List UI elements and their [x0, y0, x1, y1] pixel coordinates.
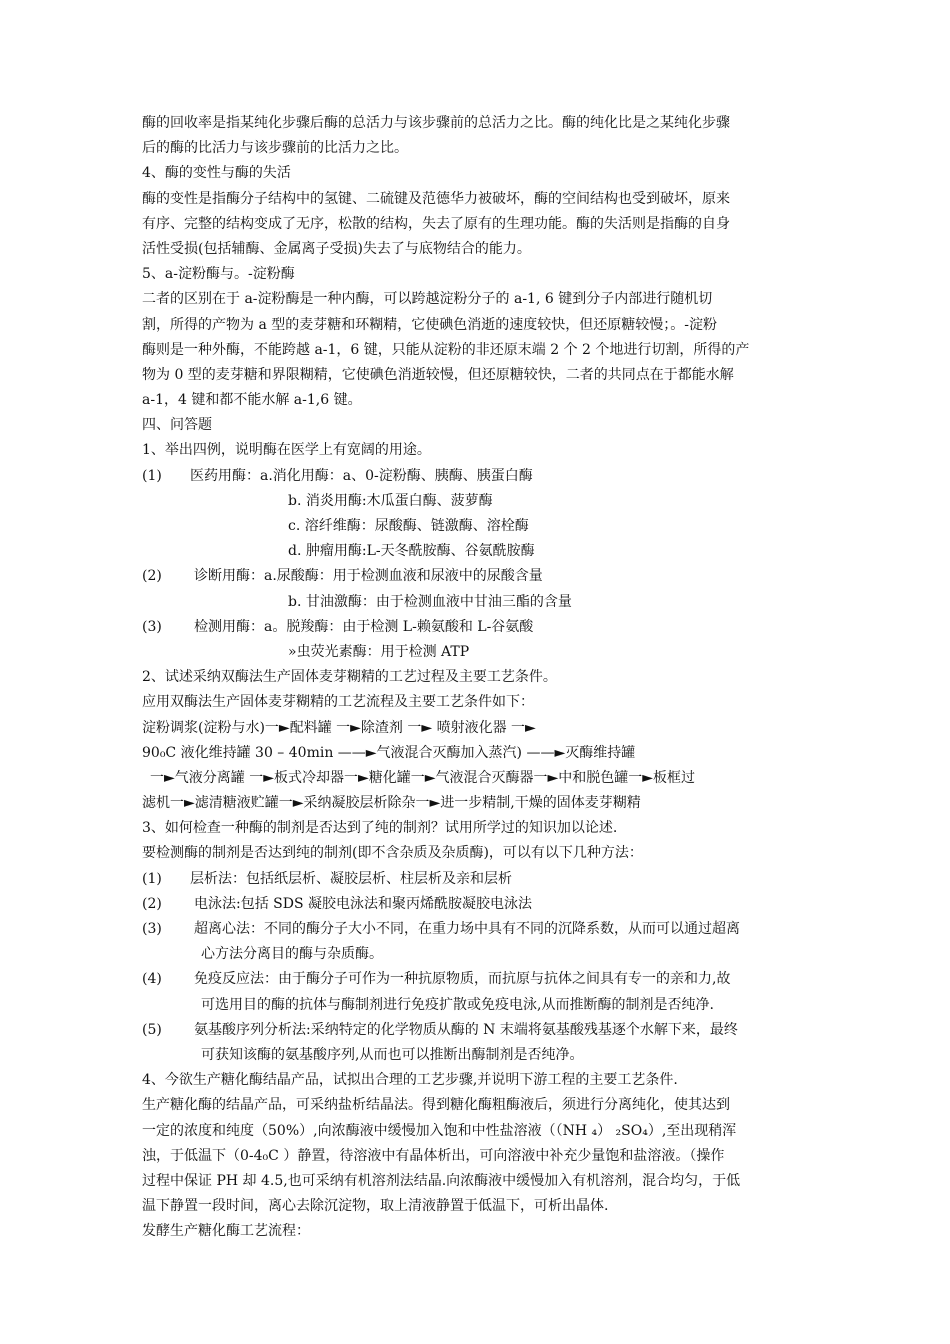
paragraph-line: 酶则是一种外酶，不能跨越 a-1，6 键，只能从淀粉的非还原末端 2 个 2 个地进行切割，所得的产	[142, 341, 750, 358]
paragraph-line: 活性受损(包括辅酶、金属离子受损)失去了与底物结合的能力。	[142, 240, 531, 257]
paragraph-line: 酶的回收率是指某纯化步骤后酶的总活力与该步骤前的总活力之比。酶的纯化比是之某纯化步骤	[142, 115, 730, 131]
paragraph-line: 一定的浓度和纯度（50%）,向浓酶液中缓慢加入饱和中性盐溶液（（NH ₄） ₂SO₄）,至出现稍浑	[142, 1122, 737, 1139]
flow-line: 淀粉调浆(淀粉与水)一►配料罐 一►除渣剂 一► 喷射液化器 一►	[142, 719, 536, 736]
list-text: 医药用酶：a.消化用酶：a、0-淀粉酶、胰酶、胰蛋白酶	[190, 467, 533, 484]
paragraph-line: 温下静置一段时间，离心去除沉淀物，取上清液静置于低温下，可析出晶体.	[142, 1198, 609, 1215]
flow-line: 一►气液分离罐 一►板式冷却器一►糖化罐一►气液混合灭酶器一►中和脱色罐一►板框过	[150, 769, 696, 786]
list-continuation: 可获知该酶的氨基酸序列,从而也可以推断出酶制剂是否纯净。	[201, 1046, 584, 1063]
question-title: 1、举出四例，说明酶在医学上有宽阔的用途。	[142, 442, 431, 459]
list-text: 电泳法:包括 SDS 凝胶电泳法和聚丙烯酰胺凝胶电泳法	[194, 895, 533, 912]
list-continuation: 心方法分离目的酶与杂质酶。	[201, 946, 383, 963]
paragraph-line: 要检测酶的制剂是否达到纯的制剂(即不含杂质及杂质酶)，可以有以下几种方法：	[142, 845, 643, 862]
list-number: (3)	[142, 618, 162, 635]
list-item	[142, 464, 822, 489]
list-item	[142, 867, 822, 892]
list-item	[142, 615, 822, 640]
list-subitem: »虫荧光素酶：用于检测 ATP	[288, 643, 470, 660]
question-title: 4、今欲生产糖化酶结晶产品，试拟出合理的工艺步骤,并说明下游工程的主要工艺条件.	[142, 1072, 678, 1089]
list-number: (4)	[142, 971, 162, 988]
list-item	[142, 917, 822, 942]
section-heading: 5、a-淀粉酶与。-淀粉酶	[142, 266, 295, 283]
list-text: 超离心法：不同的酶分子大小不同，在重力场中具有不同的沉降系数，从而可以通过超离	[194, 921, 740, 937]
list-text: 层析法：包括纸层析、凝胶层析、柱层析及亲和层析	[190, 870, 512, 887]
list-number: (5)	[142, 1021, 162, 1038]
list-text: 检测用酶：a。脱羧酶：由于检测 L-赖氨酸和 L-谷氨酸	[194, 618, 534, 635]
list-item	[142, 967, 822, 992]
paragraph-line: 浊，于低温下（0-4₀C ）静置，待溶液中有晶体析出，可向溶液中补充少量饱和盐溶液。（操作	[142, 1147, 725, 1164]
flow-line: 90₀C 液化维持罐 30 – 40min ——►气液混合灭酶加入蒸汽) ——►灭酶维持罐	[142, 744, 636, 761]
list-number: (3)	[142, 921, 162, 937]
paragraph-line: 酶的变性是指酶分子结构中的氢键、二硫键及范德华力被破坏，酶的空间结构也受到破坏，原来	[142, 190, 730, 207]
paragraph-line: 二者的区别在于 a-淀粉酶是一种内酶，可以跨越淀粉分子的 a-1, 6 键到分子内部进行随机切	[142, 291, 713, 308]
list-text: 免疫反应法：由于酶分子可作为一种抗原物质，而抗原与抗体之间具有专一的亲和力,故	[194, 971, 731, 988]
list-number: (1)	[142, 870, 162, 887]
list-subitem: b. 消炎用酶:木瓜蛋白酶、菠萝酶	[288, 492, 493, 509]
paragraph-line: 生产糖化酶的结晶产品，可采纳盐析结晶法。得到糖化酶粗酶液后，须进行分离纯化，使其达到	[142, 1097, 730, 1114]
list-subitem: c. 溶纤维酶：尿酸酶、链激酶、溶栓酶	[288, 518, 529, 534]
list-item	[142, 892, 822, 917]
paragraph-line: 物为 0 型的麦芽糖和界限糊精，它使碘色消逝较慢，但还原糖较快，二者的共同点在于都能水解	[142, 366, 734, 383]
list-item	[142, 1018, 822, 1043]
paragraph-line: 发酵生产糖化酶工艺流程：	[142, 1223, 310, 1240]
flow-line: 滤机一►滤清糖液贮罐一►采纳凝胶层析除杂一►进一步精制,干燥的固体麦芽糊精	[142, 795, 641, 812]
list-text: 氨基酸序列分析法:采纳特定的化学物质从酶的 N 末端将氨基酸残基逐个水解下来，最终	[194, 1021, 738, 1038]
list-number: (1)	[142, 467, 162, 484]
list-text: 诊断用酶：a.尿酸酶：用于检测血液和尿液中的尿酸含量	[194, 568, 543, 585]
list-number: (2)	[142, 895, 162, 912]
list-subitem: d. 肿瘤用酶:L-天冬酰胺酶、谷氨酰胺酶	[288, 543, 535, 560]
list-item	[142, 564, 822, 589]
paragraph-line: 后的酶的比活力与该步骤前的比活力之比。	[142, 140, 408, 157]
question-title: 2、试述采纳双酶法生产固体麦芽糊精的工艺过程及主要工艺条件。	[142, 669, 557, 686]
paragraph-line: 过程中保证 PH 却 4.5,也可采纳有机溶剂法结晶.向浓酶液中缓慢加入有机溶剂，混合均匀，于低	[142, 1172, 741, 1189]
section-heading: 4、酶的变性与酶的失活	[142, 165, 291, 182]
list-subitem: b. 甘油激酶：由于检测血液中甘油三酯的含量	[288, 593, 572, 610]
document-body	[142, 111, 822, 1244]
list-continuation: 可选用目的酶的抗体与酶制剂进行免疫扩散或免疫电泳,从而推断酶的制剂是否纯净.	[201, 996, 714, 1013]
question-title: 3、如何检查一种酶的制剂是否达到了纯的制剂？试用所学过的知识加以论述.	[142, 820, 618, 837]
section-heading: 四、问答题	[142, 417, 212, 434]
paragraph-line: a-1，4 键和都不能水解 a-1,6 键。	[142, 392, 362, 409]
paragraph-line: 有序、完整的结构变成了无序，松散的结构，失去了原有的生理功能。酶的失活则是指酶的自身	[142, 215, 730, 232]
paragraph-line: 应用双酶法生产固体麦芽糊精的工艺流程及主要工艺条件如下：	[142, 694, 534, 711]
list-number: (2)	[142, 568, 162, 585]
paragraph-line: 割，所得的产物为 a 型的麦芽糖和环糊精，它使碘色消逝的速度较快，但还原糖较慢；。-淀粉	[142, 316, 717, 333]
